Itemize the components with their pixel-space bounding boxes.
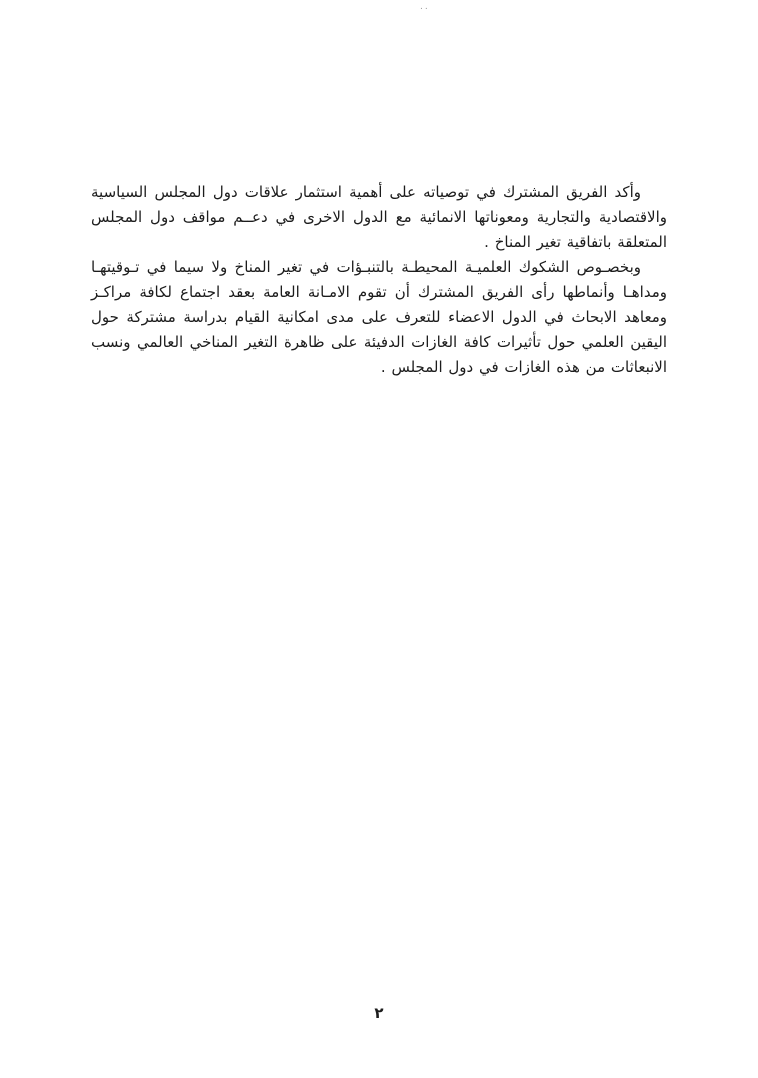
paragraph-2: وبخصـوص الشكوك العلميـة المحيطـة بالتنبـؤات في تغير المناخ ولا سيما في تـوقيتهـا ومداهـا وأنماطها رأى الفريق المشترك أن تقوم الامـانة العامة بعقد اجتماع لكافة مراكـز ومعاهد الابحاث في الدول الاعضاء للتعرف على مدى امكانية القيام بدراسة مشتركة حول اليقين العلمي حول تأثيرات كافة الغازات الدفيئة على ظاهرة التغير المناخي العالمي ونسب الانبعاثات من هذه الغازات في دول المجلس . [91, 258, 667, 376]
scan-artifact: .. [420, 2, 430, 12]
paragraph-1: وأكد الفريق المشترك في توصياته على أهمية استثمار علاقات دول المجلس السياسية والاقتصادية والتجارية ومعوناتها الانمائية مع الدول الاخرى في دعــم مواقف دول المجلس المتعلقة باتفاقية تغير المناخ . [91, 183, 667, 251]
page-number: ٢ [374, 1004, 384, 1022]
document-body [91, 180, 667, 380]
